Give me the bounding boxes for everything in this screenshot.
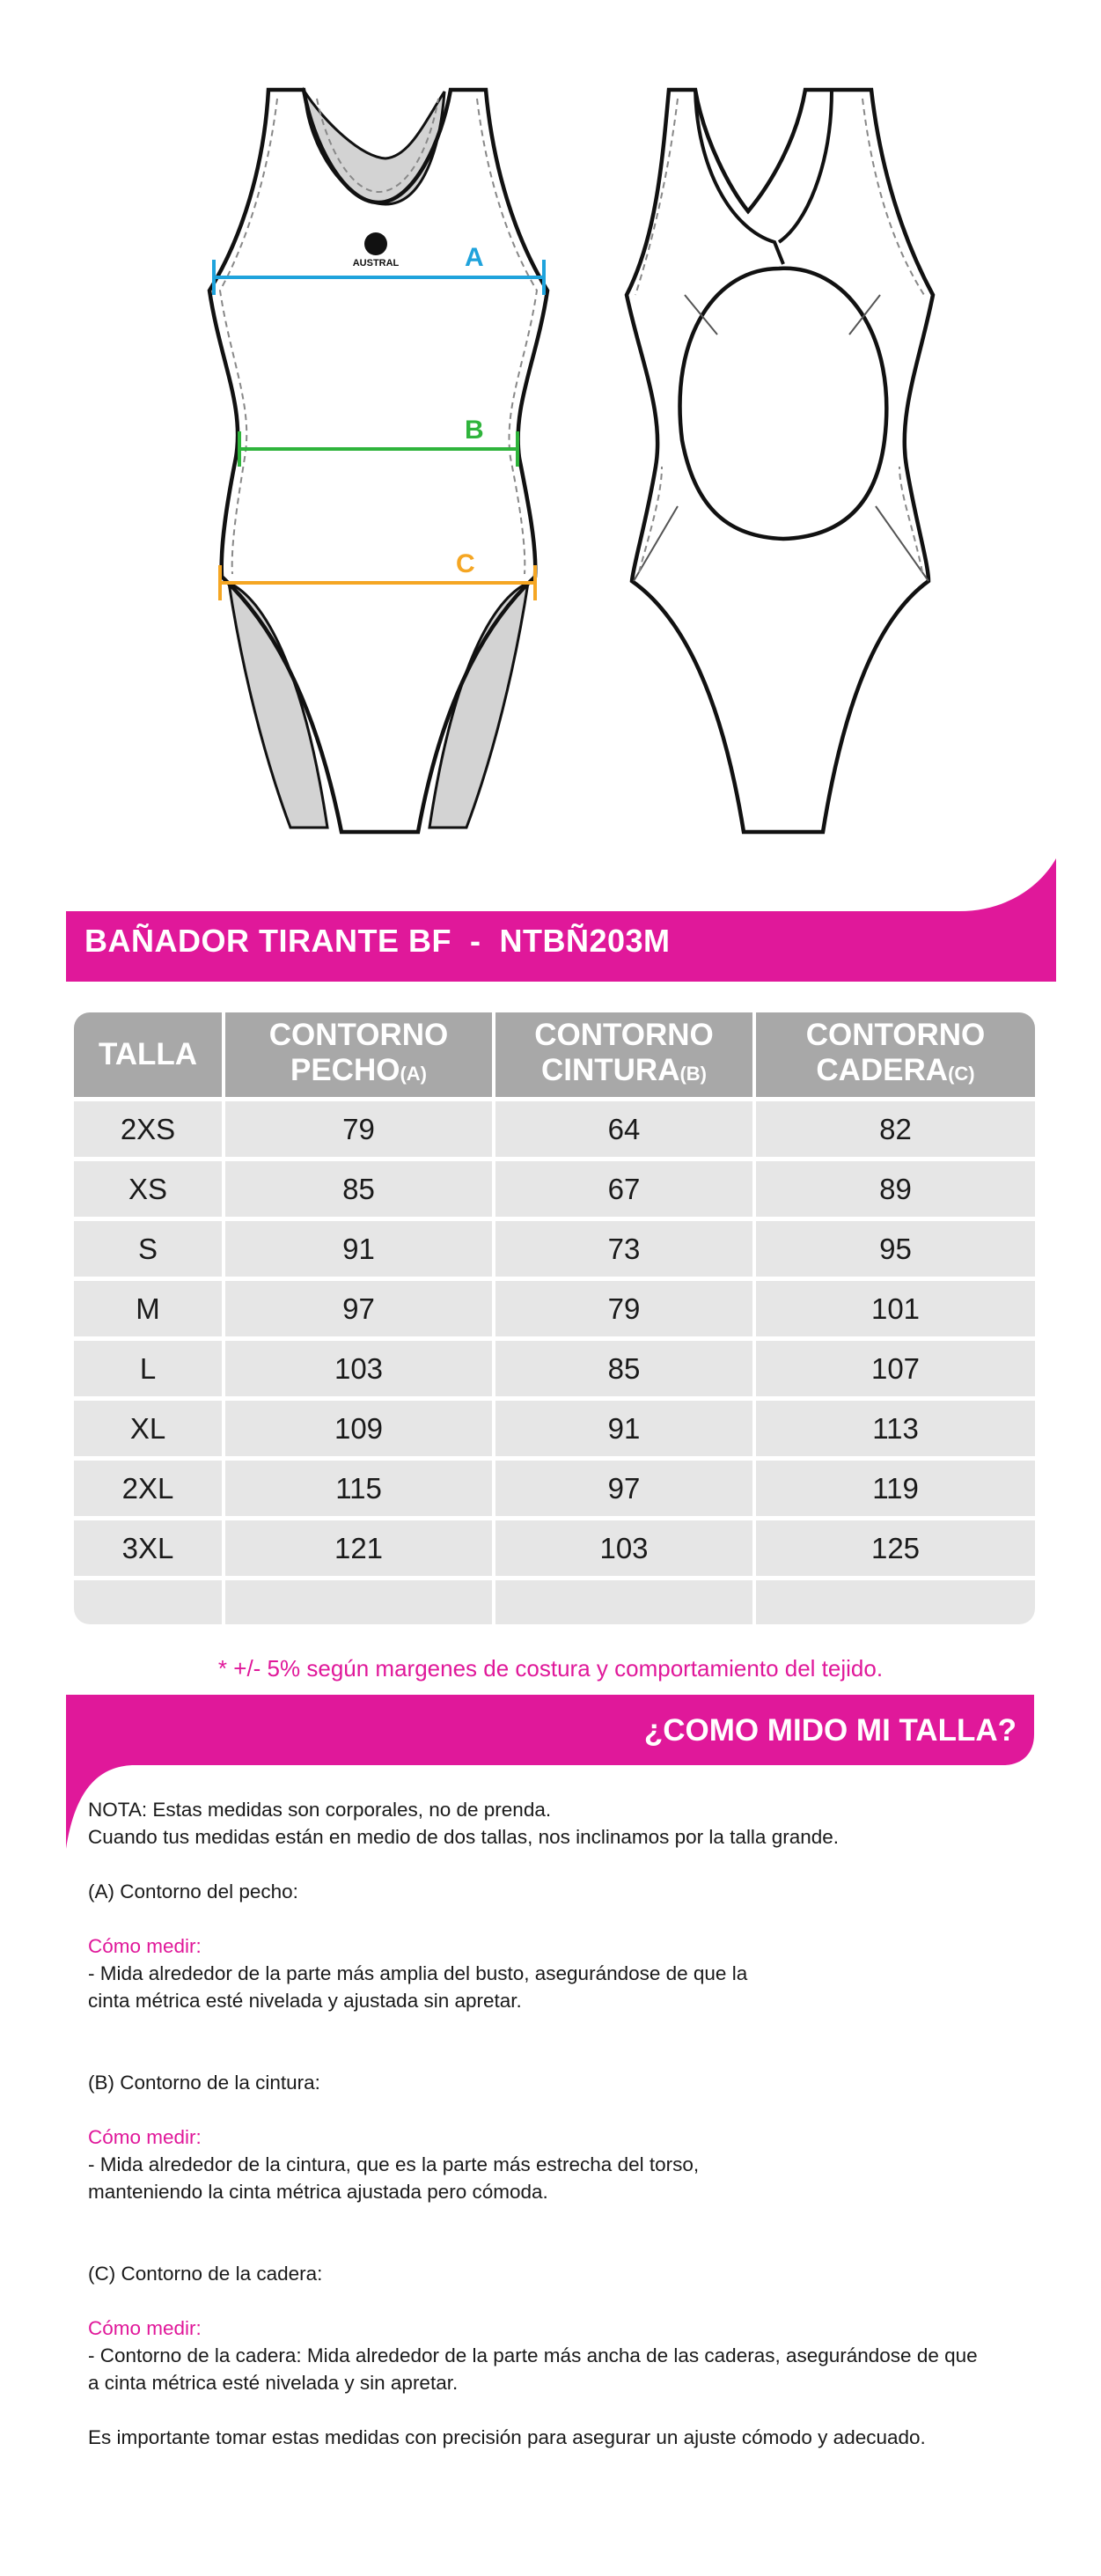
cell-cadera: 113	[754, 1399, 1035, 1459]
section-c-title: (C) Contorno de la cadera:	[88, 2263, 323, 2285]
cell-cintura: 73	[494, 1219, 754, 1279]
svg-text:B: B	[465, 416, 484, 445]
cell-pecho: 109	[224, 1399, 494, 1459]
back-cutout	[680, 269, 887, 539]
cell-pecho	[224, 1579, 494, 1625]
section-a-line: - Mida alrededor de la parte más amplia del busto, asegurándose de que la	[88, 1962, 748, 1984]
cell-talla: 3XL	[74, 1519, 224, 1579]
table-row	[74, 1519, 1035, 1579]
swimsuit-back-view	[627, 90, 933, 832]
header-contorno-cadera: CONTORNO CADERA(C)	[754, 1012, 1035, 1100]
header-talla: TALLA	[74, 1012, 224, 1100]
table-row	[74, 1219, 1035, 1279]
cell-cintura: 85	[494, 1339, 754, 1399]
cell-cintura: 91	[494, 1399, 754, 1459]
cell-cintura: 64	[494, 1100, 754, 1159]
section-a-line: cinta métrica esté nivelada y ajustada sin apretar.	[88, 1990, 522, 2012]
cell-talla: S	[74, 1219, 224, 1279]
section-b-line: - Mida alrededor de la cintura, que es la parte más estrecha del torso,	[88, 2153, 700, 2175]
cell-cadera: 125	[754, 1519, 1035, 1579]
tolerance-note: * +/- 5% según margenes de costura y comportamiento del tejido.	[217, 1655, 884, 1682]
section-c-how-label: Cómo medir:	[88, 2317, 202, 2339]
section-c-line: - Contorno de la cadera: Mida alrededor de la parte más ancha de las caderas, asegurándose de que	[88, 2344, 978, 2366]
cell-cintura	[494, 1579, 754, 1625]
product-title: BAÑADOR TIRANTE BF - NTBÑ203M	[84, 923, 671, 959]
section-a-how-label: Cómo medir:	[88, 1935, 202, 1957]
cell-pecho: 85	[224, 1159, 494, 1219]
size-table	[74, 1012, 1035, 1624]
cell-pecho: 115	[224, 1459, 494, 1519]
measure-line-c	[220, 549, 535, 600]
cell-cadera: 82	[754, 1100, 1035, 1159]
cell-cadera: 107	[754, 1339, 1035, 1399]
cell-talla: XS	[74, 1159, 224, 1219]
table-row	[74, 1459, 1035, 1519]
section-b-how-label: Cómo medir:	[88, 2126, 202, 2148]
svg-text:A: A	[465, 243, 484, 272]
cell-cadera: 95	[754, 1219, 1035, 1279]
nota-line: NOTA: Estas medidas son corporales, no de prenda.	[88, 1799, 552, 1821]
cell-cintura: 97	[494, 1459, 754, 1519]
measurement-instructions	[88, 1796, 1039, 2451]
table-row	[74, 1579, 1035, 1625]
swimsuit-illustration	[0, 0, 1101, 872]
cell-cadera: 119	[754, 1459, 1035, 1519]
svg-text:C: C	[456, 549, 475, 578]
section-b-line: manteniendo la cinta métrica ajustada pero cómoda.	[88, 2181, 548, 2203]
cell-cadera: 89	[754, 1159, 1035, 1219]
table-row	[74, 1159, 1035, 1219]
measure-line-b	[239, 416, 517, 467]
cell-pecho: 91	[224, 1219, 494, 1279]
cell-cintura: 67	[494, 1159, 754, 1219]
cell-cadera	[754, 1579, 1035, 1625]
front-lining-left-leg	[229, 583, 327, 828]
cell-talla: M	[74, 1279, 224, 1339]
cell-talla	[74, 1579, 224, 1625]
front-lining-right-leg	[429, 583, 528, 828]
nota-line: Cuando tus medidas están en medio de dos tallas, nos inclinamos por la talla grande.	[88, 1826, 840, 1848]
section-c-line: a cinta métrica esté nivelada y sin apretar.	[88, 2372, 459, 2394]
cell-cintura: 79	[494, 1279, 754, 1339]
table-row	[74, 1339, 1035, 1399]
how-to-title: ¿COMO MIDO MI TALLA?	[643, 1713, 1017, 1748]
header-contorno-pecho: CONTORNO PECHO(A)	[224, 1012, 494, 1100]
table-row	[74, 1399, 1035, 1459]
cell-pecho: 121	[224, 1519, 494, 1579]
cell-talla: 2XS	[74, 1100, 224, 1159]
closing-note: Es importante tomar estas medidas con precisión para asegurar un ajuste cómodo y adecuado.	[88, 2426, 926, 2448]
header-contorno-cintura: CONTORNO CINTURA(B)	[494, 1012, 754, 1100]
size-table-header-row	[74, 1012, 1035, 1100]
cell-cadera: 101	[754, 1279, 1035, 1339]
table-row	[74, 1279, 1035, 1339]
svg-text:AUSTRAL: AUSTRAL	[352, 258, 400, 269]
swimsuit-front-view	[209, 90, 547, 832]
cell-talla: XL	[74, 1399, 224, 1459]
back-straps	[695, 90, 832, 264]
cell-talla: L	[74, 1339, 224, 1399]
section-b-title: (B) Contorno de la cintura:	[88, 2072, 320, 2094]
cell-pecho: 103	[224, 1339, 494, 1399]
cell-pecho: 79	[224, 1100, 494, 1159]
table-row	[74, 1100, 1035, 1159]
cell-cintura: 103	[494, 1519, 754, 1579]
section-a-title: (A) Contorno del pecho:	[88, 1880, 298, 1903]
cell-talla: 2XL	[74, 1459, 224, 1519]
cell-pecho: 97	[224, 1279, 494, 1339]
brand-logo	[353, 232, 400, 269]
